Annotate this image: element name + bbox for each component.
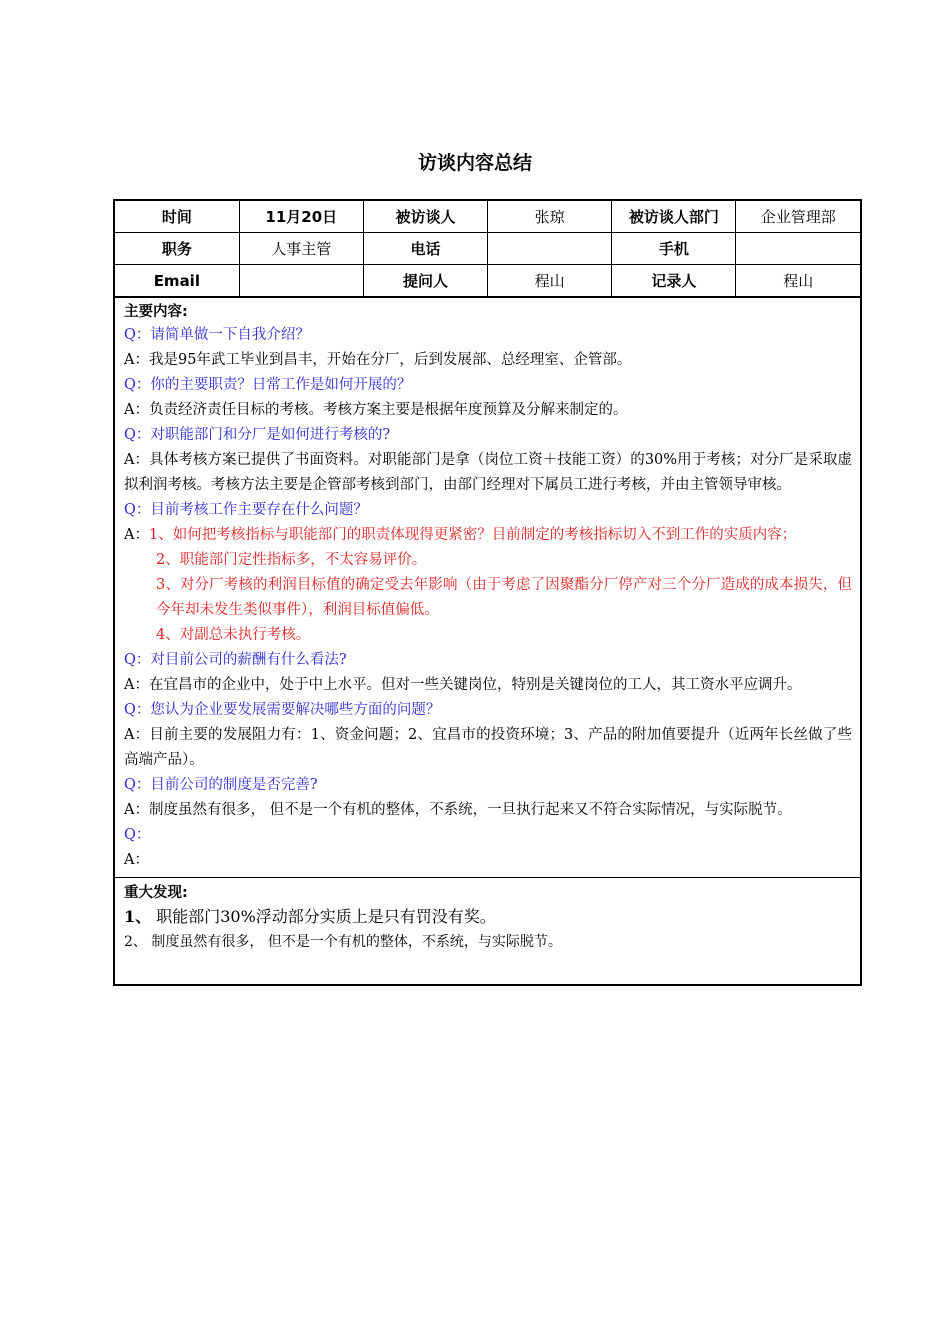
info-label-cell: 职务 bbox=[115, 233, 239, 265]
info-row bbox=[115, 265, 860, 297]
answer-issue-line: 3、对分厂考核的利润目标值的确定受去年影响（由于考虑了因聚酯分厂停产对三个分厂造成的成本损失，但今年却未发生类似事件），利润目标值偏低。 bbox=[156, 577, 852, 618]
answer-issue-line: 4、对副总未执行考核。 bbox=[156, 627, 311, 643]
answer-prefix: A： bbox=[124, 527, 149, 543]
answer-line: A： bbox=[124, 852, 149, 868]
finding-text: 制度虽然有很多， 但不是一个有机的整体，不系统，与实际脱节。 bbox=[146, 934, 562, 950]
page-title: 访谈内容总结 bbox=[417, 152, 532, 174]
main-content-section bbox=[115, 297, 860, 877]
info-label-cell: 提问人 bbox=[363, 265, 487, 297]
question-line: Q：目前公司的制度是否完善? bbox=[124, 777, 318, 793]
info-value-cell: 张琼 bbox=[488, 201, 612, 233]
info-value-cell bbox=[736, 233, 860, 265]
info-value-cell: 程山 bbox=[736, 265, 860, 297]
info-value-cell: 企业管理部 bbox=[736, 201, 860, 233]
question-line: Q：请简单做一下自我介绍？ bbox=[124, 327, 310, 343]
info-label-cell: 时间 bbox=[115, 201, 239, 233]
info-label-cell: 被访谈人部门 bbox=[612, 201, 736, 233]
info-table bbox=[115, 201, 860, 297]
answer-line: A：我是95年武工毕业到昌丰，开始在分厂，后到发展部、总经理室、企管部。 bbox=[124, 352, 632, 368]
question-line: Q：对职能部门和分厂是如何进行考核的? bbox=[124, 427, 391, 443]
interview-summary-form bbox=[113, 199, 862, 986]
info-value-cell bbox=[488, 233, 612, 265]
answer-issue-line: 2、职能部门定性指标多，不太容易评价。 bbox=[156, 552, 427, 568]
info-label-cell: Email bbox=[115, 265, 239, 297]
question-line: Q： bbox=[124, 827, 151, 843]
info-value-cell: 程山 bbox=[488, 265, 612, 297]
key-findings-heading: 重大发现: bbox=[124, 885, 188, 901]
info-value-cell bbox=[239, 265, 363, 297]
finding-text: 职能部门30%浮动部分实质上是只有罚没有奖。 bbox=[151, 907, 496, 926]
question-line: Q：对目前公司的薪酬有什么看法? bbox=[124, 652, 347, 668]
info-label-cell: 电话 bbox=[363, 233, 487, 265]
answer-line bbox=[124, 523, 852, 548]
question-line: Q：目前考核工作主要存在什么问题？ bbox=[124, 502, 368, 518]
answer-line: A：制度虽然有很多， 但不是一个有机的整体，不系统，一旦执行起来又不符合实际情况，与实际脱节。 bbox=[124, 802, 792, 818]
answer-issue-text: 1、如何把考核指标与职能部门的职责体现得更紧密？目前制定的考核指标切入不到工作的实质内容； bbox=[148, 527, 797, 543]
key-findings-section bbox=[115, 877, 860, 984]
info-label-cell: 手机 bbox=[612, 233, 736, 265]
finding-item-1 bbox=[124, 904, 852, 930]
finding-item-2 bbox=[124, 930, 852, 954]
answer-line: A：具体考核方案已提供了书面资料。对职能部门是拿（岗位工资＋技能工资）的30%用于考核；对分厂是采取虚拟利润考核。考核方法主要是企管部考核到部门，由部门经理对下属员工进行考核，并由主管领导审核。 bbox=[124, 452, 852, 493]
question-line: Q：您认为企业要发展需要解决哪些方面的问题？ bbox=[124, 702, 441, 718]
info-label-cell: 11月20日 bbox=[239, 201, 363, 233]
main-content-heading: 主要内容: bbox=[124, 304, 188, 320]
finding-number: 2、 bbox=[124, 934, 147, 950]
question-line: Q：你的主要职责？日常工作是如何开展的？ bbox=[124, 377, 412, 393]
answer-line: A：负责经济责任目标的考核。考核方案主要是根据年度预算及分解来制定的。 bbox=[124, 402, 628, 418]
answer-line: A：在宜昌市的企业中，处于中上水平。但对一些关键岗位，特别是关键岗位的工人，其工资水平应调升。 bbox=[124, 677, 802, 693]
info-value-cell: 人事主管 bbox=[239, 233, 363, 265]
info-row bbox=[115, 201, 860, 233]
answer-line: A：目前主要的发展阻力有：1、资金问题；2、宜昌市的投资环境；3、产品的附加值要提升（近两年长丝做了些高端产品）。 bbox=[124, 727, 852, 768]
info-label-cell: 记录人 bbox=[612, 265, 736, 297]
qa-list bbox=[124, 323, 852, 873]
finding-number: 1、 bbox=[124, 907, 152, 926]
info-row bbox=[115, 233, 860, 265]
info-label-cell: 被访谈人 bbox=[363, 201, 487, 233]
